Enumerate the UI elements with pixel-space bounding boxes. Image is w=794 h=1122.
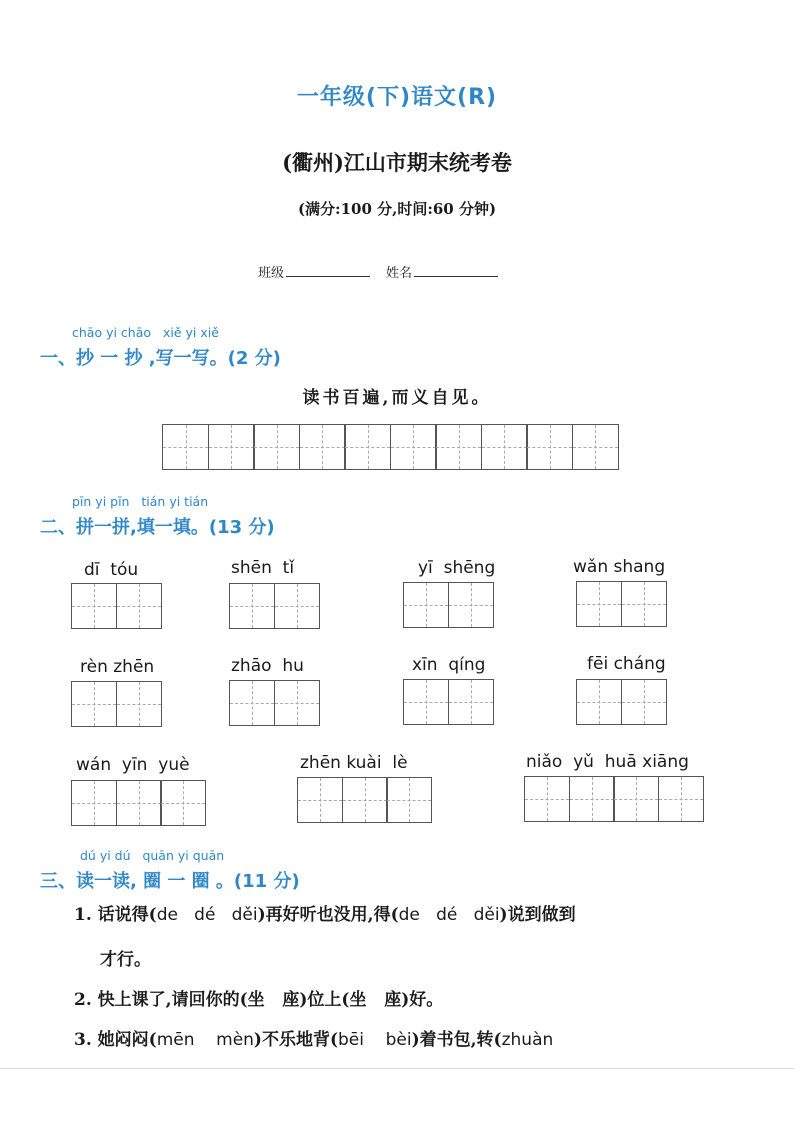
question-2[interactable]: 2. 快上课了,请回你的(坐 座)位上(坐 座)好。 bbox=[74, 990, 444, 1010]
writing-cell[interactable] bbox=[658, 776, 704, 822]
section3-heading: 三、读一读, 圈 一 圈 。(11 分) bbox=[40, 871, 300, 892]
word-pinyin: zhēn kuài lè bbox=[300, 753, 408, 773]
writing-cell[interactable] bbox=[71, 583, 117, 629]
writing-cell[interactable] bbox=[274, 680, 320, 726]
writing-cell[interactable] bbox=[572, 424, 619, 470]
page-bottom-divider bbox=[0, 1068, 794, 1069]
answer-grid[interactable] bbox=[576, 581, 667, 627]
writing-cell[interactable] bbox=[162, 424, 209, 470]
word-pinyin: wán yīn yuè bbox=[76, 755, 190, 775]
writing-cell[interactable] bbox=[274, 583, 320, 629]
writing-cell[interactable] bbox=[229, 680, 275, 726]
class-field[interactable] bbox=[258, 262, 370, 281]
pinyin-options[interactable]: de dé děi bbox=[156, 905, 258, 925]
writing-cell[interactable] bbox=[299, 424, 346, 470]
writing-cell[interactable] bbox=[569, 776, 615, 822]
word-pinyin: wǎn shang bbox=[573, 557, 666, 577]
writing-cell[interactable] bbox=[576, 679, 622, 725]
class-blank[interactable] bbox=[286, 264, 370, 277]
copy-sentence: 读书百遍,而义自见。 bbox=[302, 388, 492, 408]
section1-heading: 一、抄 一 抄 ,写一写。(2 分) bbox=[40, 348, 281, 369]
class-label: 班级 bbox=[258, 266, 285, 281]
writing-cell[interactable] bbox=[524, 776, 570, 822]
word-pinyin: xīn qíng bbox=[412, 655, 486, 675]
answer-grid[interactable] bbox=[524, 776, 704, 822]
writing-cell[interactable] bbox=[435, 424, 482, 470]
writing-cell[interactable] bbox=[116, 583, 162, 629]
writing-cell[interactable] bbox=[621, 679, 667, 725]
writing-cell[interactable] bbox=[403, 679, 449, 725]
exam-subtitle: (衢州)江山市期末统考卷 bbox=[282, 150, 512, 175]
writing-cell[interactable] bbox=[229, 583, 275, 629]
pinyin-options[interactable]: zhuàn bbox=[501, 1030, 554, 1050]
writing-cell[interactable] bbox=[526, 424, 573, 470]
answer-grid[interactable] bbox=[297, 777, 432, 823]
writing-cell[interactable] bbox=[116, 681, 162, 727]
writing-cell[interactable] bbox=[342, 777, 388, 823]
writing-cell[interactable] bbox=[71, 780, 117, 826]
answer-grid[interactable] bbox=[229, 680, 320, 726]
section2-heading: 二、拼一拼,填一填。(13 分) bbox=[40, 517, 275, 538]
question-1: 1. 话说得(de dé děi)再好听也没用,得(de dé děi)说到做到 bbox=[74, 905, 576, 925]
word-pinyin: zhāo hu bbox=[231, 656, 304, 676]
writing-cell[interactable] bbox=[448, 582, 494, 628]
writing-cell[interactable] bbox=[481, 424, 528, 470]
name-blank[interactable] bbox=[414, 264, 498, 277]
writing-cell[interactable] bbox=[253, 424, 300, 470]
word-pinyin: rèn zhēn bbox=[80, 657, 155, 677]
page-title: 一年级(下)语文(R) bbox=[296, 85, 498, 110]
answer-grid[interactable] bbox=[71, 583, 162, 629]
pinyin-options[interactable]: mēn mèn bbox=[156, 1030, 254, 1050]
answer-grid[interactable] bbox=[576, 679, 667, 725]
writing-cell[interactable] bbox=[576, 581, 622, 627]
writing-cell[interactable] bbox=[448, 679, 494, 725]
writing-cell[interactable] bbox=[160, 780, 206, 826]
word-pinyin: yī shēng bbox=[418, 558, 496, 578]
word-pinyin: niǎo yǔ huā xiāng bbox=[526, 752, 689, 772]
writing-cell[interactable] bbox=[390, 424, 437, 470]
writing-cell[interactable] bbox=[71, 681, 117, 727]
copy-writing-grid[interactable] bbox=[162, 424, 619, 470]
name-field[interactable] bbox=[386, 262, 498, 281]
section2-pinyin: pīn yi pīn tián yi tián bbox=[72, 494, 209, 509]
answer-grid[interactable] bbox=[403, 679, 494, 725]
section3-pinyin: dú yi dú quān yi quān bbox=[80, 848, 225, 863]
word-pinyin: shēn tǐ bbox=[231, 558, 295, 578]
answer-grid[interactable] bbox=[403, 582, 494, 628]
word-pinyin: dī tóu bbox=[84, 560, 139, 580]
section1-pinyin: chāo yi chāo xiě yi xiě bbox=[72, 325, 219, 340]
score-time-info: (满分:100 分,时间:60 分钟) bbox=[297, 200, 497, 218]
name-label: 姓名 bbox=[386, 266, 413, 281]
answer-grid[interactable] bbox=[229, 583, 320, 629]
answer-grid[interactable] bbox=[71, 681, 162, 727]
writing-cell[interactable] bbox=[403, 582, 449, 628]
writing-cell[interactable] bbox=[116, 780, 162, 826]
writing-cell[interactable] bbox=[621, 581, 667, 627]
word-pinyin: fēi cháng bbox=[587, 654, 666, 674]
question-1-continued: 才行。 bbox=[100, 950, 151, 970]
writing-cell[interactable] bbox=[613, 776, 659, 822]
question-3: 3. 她闷闷(mēn mèn)不乐地背(bēi bèi)着书包,转(zhuàn bbox=[74, 1030, 554, 1050]
writing-cell[interactable] bbox=[208, 424, 255, 470]
pinyin-options[interactable]: de dé děi bbox=[398, 905, 500, 925]
writing-cell[interactable] bbox=[344, 424, 391, 470]
answer-grid[interactable] bbox=[71, 780, 206, 826]
pinyin-options[interactable]: bēi bèi bbox=[338, 1030, 412, 1050]
writing-cell[interactable] bbox=[386, 777, 432, 823]
writing-cell[interactable] bbox=[297, 777, 343, 823]
